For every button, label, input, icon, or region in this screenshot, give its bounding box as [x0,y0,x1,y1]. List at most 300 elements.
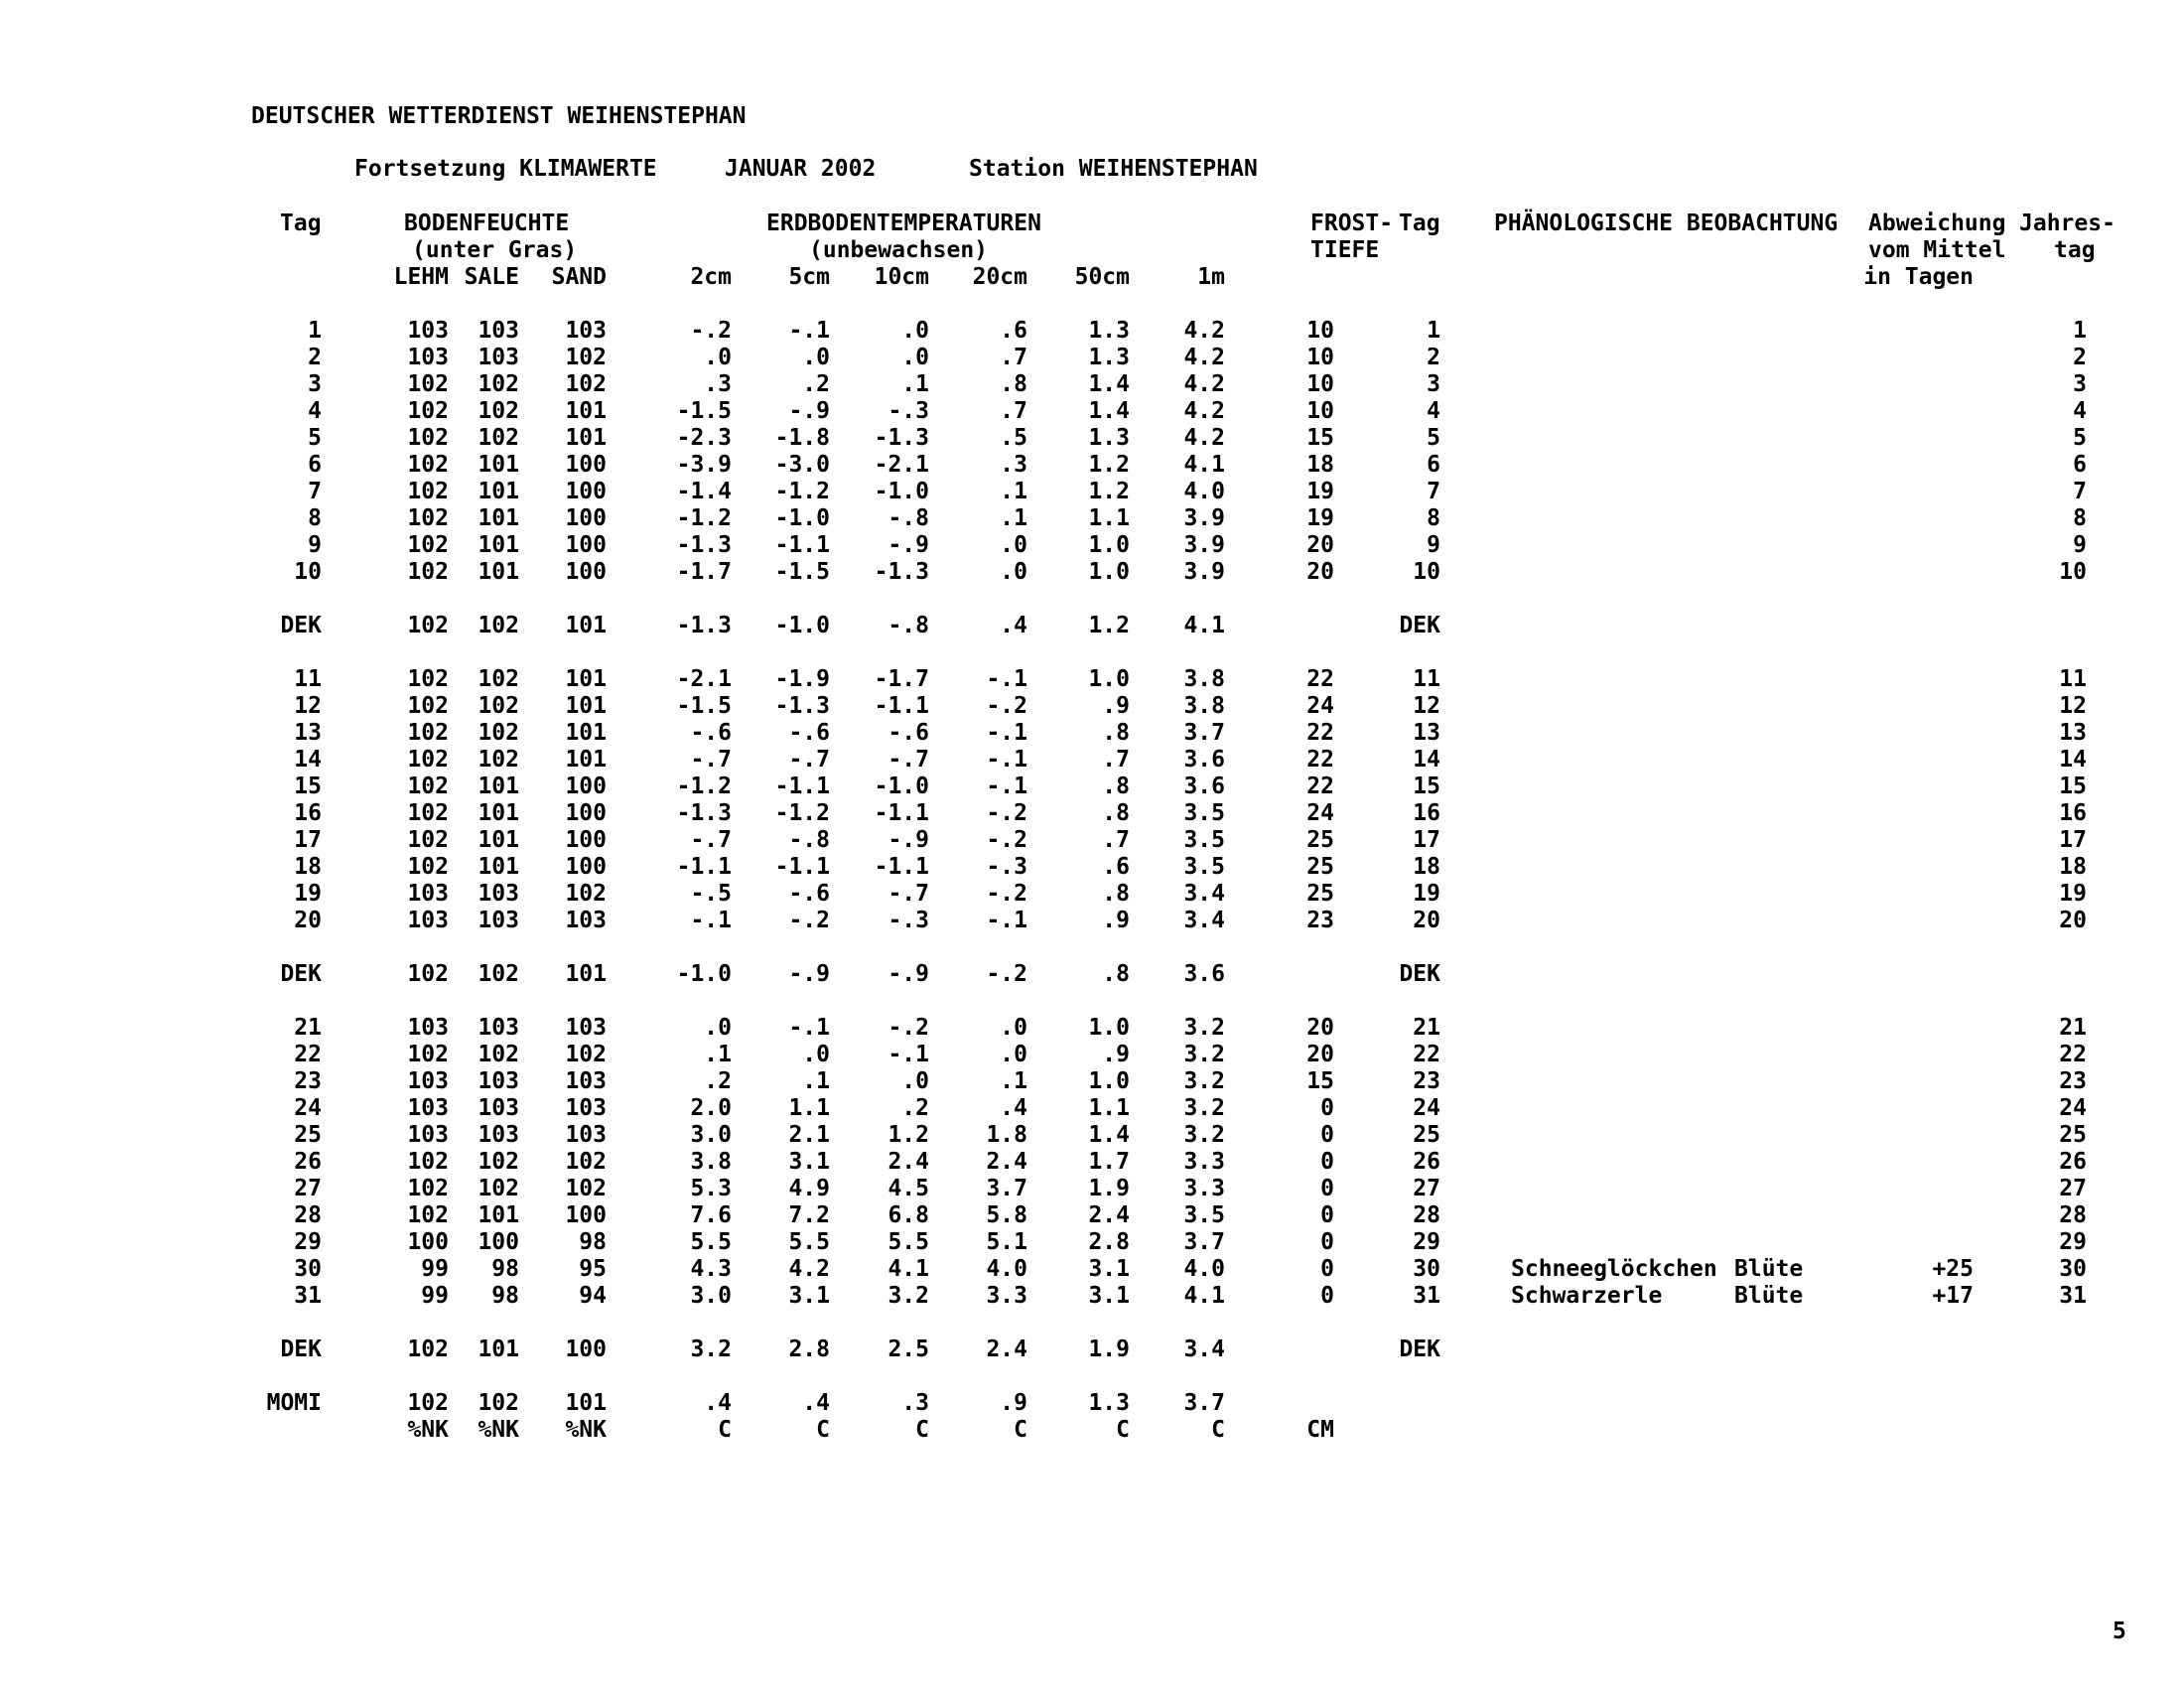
cell-sand: 100 [565,827,607,853]
cell-phaeno-phase [1734,345,1853,371]
cell-tag-2: DEK [1399,1336,1440,1362]
cell-phaeno-name [1440,827,1734,854]
cell-abweichung [1853,371,1974,398]
cell-phaeno-phase [1734,1176,1853,1202]
cell-phaeno-name [1440,1390,1734,1417]
cell-temp-20cm: .1 [1000,505,1027,531]
cell-lehm: 102 [407,827,449,853]
cell-phaeno-name [1440,666,1734,693]
cell-frost-tiefe: 24 [1306,693,1334,719]
cell-temp-50cm: 2.8 [1088,1229,1130,1255]
cell-abweichung [1853,666,1974,693]
cell-abweichung [1853,559,1974,586]
cell-phaeno-name [1440,425,1734,452]
cell-phaeno-name [1440,1202,1734,1229]
cell-sand: 101 [565,666,607,692]
cell-tag-2: 23 [1413,1068,1440,1094]
cell-temp-20cm: -.1 [986,666,1027,692]
cell-phaeno-phase [1734,1122,1853,1149]
cell-frost-tiefe: 0 [1320,1283,1334,1309]
cell-temp-50cm: 1.2 [1088,452,1130,478]
cell-phaeno-name [1440,1336,1734,1363]
table-row [248,345,2087,371]
cell-temp-2cm: -1.4 [676,479,732,504]
spacer-row [248,639,2087,666]
cell-temp-50cm: .9 [1102,908,1130,933]
cell-sale: 102 [478,1042,519,1067]
cell-temp-10cm: 4.1 [887,1256,929,1282]
cell-sand: 103 [565,1068,607,1094]
cell-temp-2cm: .0 [704,1015,732,1041]
cell-tag-2: 19 [1413,881,1440,907]
cell-frost-tiefe: 0 [1320,1149,1334,1175]
cell-temp-2cm: .4 [704,1390,732,1416]
col-header-empty [248,264,322,291]
cell-temp-1m: 3.8 [1183,693,1225,719]
cell-temp-1m: 4.0 [1183,479,1225,504]
cell-phaeno-phase: Blüte [1734,1283,1804,1309]
spacer-row [248,1310,2087,1336]
cell-jahrestag [1974,961,2087,988]
cell-jahrestag: 30 [2059,1256,2087,1282]
cell-temp-10cm: 2.5 [887,1336,929,1362]
subtitle-fortsetzung: Fortsetzung KLIMAWERTE [354,156,657,182]
cell-day: 27 [294,1176,322,1201]
cell-temp-50cm: .9 [1102,1042,1130,1067]
cell-temp-10cm: -1.0 [874,774,929,799]
cell-temp-20cm: .1 [1000,1068,1027,1094]
cell-temp-1m: 4.1 [1183,1283,1225,1309]
cell-jahrestag: 23 [2059,1068,2087,1094]
table-row [248,1042,2087,1068]
cell-tag-2: 18 [1413,854,1440,880]
cell-sale: 102 [478,613,519,638]
cell-frost-tiefe: 19 [1306,505,1334,531]
cell-abweichung [1853,1095,1974,1122]
cell-phaeno-name [1440,345,1734,371]
spacer-row [248,291,2087,318]
cell-day: 5 [308,425,322,451]
cell-lehm: 103 [407,881,449,907]
cell-temp-20cm: .0 [1000,559,1027,585]
cell-temp-2cm: 5.3 [690,1176,732,1201]
cell-temp-2cm: -2.1 [676,666,732,692]
cell-lehm: %NK [407,1417,449,1443]
cell-temp-20cm: .0 [1000,532,1027,558]
cell-temp-5cm: 1.1 [788,1095,830,1121]
cell-frost-tiefe: 0 [1320,1095,1334,1121]
cell-abweichung [1853,693,1974,720]
cell-temp-2cm: .3 [704,371,732,397]
cell-day: 13 [294,720,322,746]
cell-temp-5cm: .0 [802,345,830,370]
cell-frost-tiefe: 20 [1306,1015,1334,1041]
cell-temp-2cm: -1.5 [676,398,732,424]
cell-day: 25 [294,1122,322,1148]
cell-sale: 102 [478,1176,519,1201]
cell-day: 18 [294,854,322,880]
column-header-row [248,264,2087,291]
cell-lehm: 102 [407,479,449,504]
cell-tag-2: 24 [1413,1095,1440,1121]
cell-temp-50cm: 1.2 [1088,613,1130,638]
cell-frost-tiefe: 23 [1306,908,1334,933]
cell-temp-2cm: .2 [704,1068,732,1094]
cell-lehm: 99 [421,1283,449,1309]
cell-temp-1m: 3.2 [1183,1015,1225,1041]
cell-frost-tiefe: 0 [1320,1229,1334,1255]
cell-jahrestag: 25 [2059,1122,2087,1148]
cell-temp-10cm: -1.1 [874,800,929,826]
cell-lehm: 103 [407,1122,449,1148]
cell-abweichung: +25 [1932,1256,1974,1282]
cell-phaeno-name [1440,1176,1734,1202]
cell-sale: 101 [478,559,519,585]
cell-lehm: 102 [407,398,449,424]
cell-sand: 98 [579,1229,607,1255]
cell-frost-tiefe: 24 [1306,800,1334,826]
cell-temp-5cm: 7.2 [788,1202,830,1228]
cell-temp-2cm: -1.7 [676,559,732,585]
cell-temp-20cm: -.3 [986,854,1027,880]
table-row [248,1015,2087,1042]
cell-jahrestag [1974,1390,2087,1417]
cell-temp-20cm: .0 [1000,1015,1027,1041]
cell-temp-5cm: -1.1 [774,854,830,880]
table-row [248,1283,2087,1310]
cell-sale: 103 [478,345,519,370]
cell-sale: 103 [478,1068,519,1094]
cell-temp-5cm: -.8 [788,827,830,853]
cell-temp-10cm: -2.1 [874,452,929,478]
cell-temp-10cm: -.8 [887,505,929,531]
table-row [248,1390,2087,1417]
col-header-20cm: 20cm [972,264,1027,290]
col-header-50cm: 50cm [1074,264,1130,290]
cell-temp-20cm: -.1 [986,774,1027,799]
table-row [248,908,2087,934]
cell-tag-2: 2 [1427,345,1440,370]
cell-tag-2: 25 [1413,1122,1440,1148]
col-header-5cm: 5cm [788,264,830,290]
cell-phaeno-phase [1734,1042,1853,1068]
cell-phaeno-phase [1734,908,1853,934]
cell-temp-5cm: -.9 [788,398,830,424]
table-row [248,559,2087,586]
cell-lehm: 102 [407,800,449,826]
cell-frost-tiefe [1225,961,1334,988]
cell-day: 22 [294,1042,322,1067]
cell-abweichung [1853,827,1974,854]
cell-sale: 102 [478,398,519,424]
cell-phaeno-name [1440,559,1734,586]
cell-jahrestag: 6 [2073,452,2087,478]
cell-temp-20cm: 3.7 [986,1176,1027,1201]
cell-temp-50cm: 1.7 [1088,1149,1130,1175]
cell-frost-tiefe: 0 [1320,1256,1334,1282]
cell-temp-2cm: 3.0 [690,1283,732,1309]
table-row [248,693,2087,720]
header-abweichung: Abweichung [1868,211,2006,236]
cell-sale: 98 [491,1283,519,1309]
cell-temp-1m: 3.7 [1183,720,1225,746]
cell-sand: 95 [579,1256,607,1282]
cell-lehm: 103 [407,1015,449,1041]
cell-temp-1m: 3.9 [1183,559,1225,585]
cell-temp-10cm: 1.2 [887,1122,929,1148]
cell-phaeno-phase [1734,318,1853,345]
cell-jahrestag: 19 [2059,881,2087,907]
cell-temp-10cm: -.3 [887,908,929,933]
cell-temp-1m: 3.4 [1183,908,1225,933]
cell-lehm: 102 [407,425,449,451]
cell-temp-5cm: 4.2 [788,1256,830,1282]
cell-phaeno-phase [1734,1229,1853,1256]
report-title: DEUTSCHER WETTERDIENST WEIHENSTEPHAN [251,103,747,129]
cell-day: 26 [294,1149,322,1175]
cell-temp-50cm: 1.4 [1088,371,1130,397]
cell-temp-10cm: .0 [901,1068,929,1094]
table-row [248,854,2087,881]
cell-sale: 101 [478,854,519,880]
cell-temp-5cm: -1.9 [774,666,830,692]
cell-frost-tiefe: 0 [1320,1176,1334,1201]
col-header-phase-spacer [1734,264,1853,291]
cell-phaeno-name: Schwarzerle [1511,1283,1663,1309]
cell-temp-10cm: .2 [901,1095,929,1121]
cell-tag-2: 10 [1413,559,1440,585]
cell-temp-50cm: 1.3 [1088,318,1130,344]
cell-phaeno-name [1440,505,1734,532]
cell-phaeno-name [1440,452,1734,479]
cell-tag-2: 31 [1413,1283,1440,1309]
cell-frost-tiefe [1225,1390,1334,1417]
cell-temp-10cm: -.9 [887,961,929,987]
cell-temp-10cm: -1.1 [874,854,929,880]
cell-sale: 101 [478,505,519,531]
cell-temp-5cm: -1.3 [774,693,830,719]
cell-phaeno-name [1440,1417,1734,1444]
table-row [248,666,2087,693]
cell-temp-5cm: -.9 [788,961,830,987]
cell-day: 2 [308,345,322,370]
cell-temp-50cm: 1.3 [1088,1390,1130,1416]
cell-phaeno-name [1440,613,1734,639]
cell-frost-tiefe: 20 [1306,559,1334,585]
cell-temp-1m: 3.5 [1183,1202,1225,1228]
cell-tag-2: 30 [1413,1256,1440,1282]
cell-abweichung [1853,854,1974,881]
cell-temp-2cm: -1.3 [676,532,732,558]
cell-temp-50cm: .7 [1102,827,1130,853]
cell-temp-5cm: -3.0 [774,452,830,478]
cell-phaeno-phase [1734,398,1853,425]
table-row [248,398,2087,425]
cell-temp-2cm: .1 [704,1042,732,1067]
table-row [248,827,2087,854]
cell-phaeno-phase [1734,881,1853,908]
cell-day: DEK [280,613,322,638]
cell-temp-1m: 4.2 [1183,318,1225,344]
cell-jahrestag [1974,613,2087,639]
table-row [248,452,2087,479]
cell-frost-tiefe: 0 [1320,1122,1334,1148]
cell-jahrestag: 16 [2059,800,2087,826]
table-row [248,1176,2087,1202]
cell-sand: 103 [565,1122,607,1148]
cell-sand: 100 [565,774,607,799]
cell-lehm: 102 [407,1042,449,1067]
cell-frost-tiefe [1225,1336,1334,1363]
cell-temp-5cm: -1.1 [774,774,830,799]
cell-temp-5cm: .2 [802,371,830,397]
cell-phaeno-name [1440,371,1734,398]
cell-temp-10cm: -.3 [887,398,929,424]
cell-tag-2 [1334,1417,1440,1444]
cell-temp-20cm: -.1 [986,747,1027,773]
cell-day: 8 [308,505,322,531]
cell-temp-1m: 4.2 [1183,425,1225,451]
cell-sand: 100 [565,559,607,585]
cell-jahrestag: 31 [2059,1283,2087,1309]
cell-phaeno-phase [1734,1202,1853,1229]
cell-frost-tiefe: 25 [1306,881,1334,907]
spacer-row [248,586,2087,613]
col-header-1m: 1m [1197,264,1225,290]
cell-sale: 101 [478,1336,519,1362]
cell-temp-2cm: -.7 [690,827,732,853]
cell-temp-2cm: 7.6 [690,1202,732,1228]
cell-temp-2cm: .0 [704,345,732,370]
cell-temp-20cm: 5.1 [986,1229,1027,1255]
cell-temp-10cm: .0 [901,345,929,370]
cell-abweichung [1853,452,1974,479]
cell-jahrestag: 26 [2059,1149,2087,1175]
cell-sale: %NK [478,1417,519,1443]
cell-lehm: 102 [407,1176,449,1201]
cell-sand: 101 [565,1390,607,1416]
cell-abweichung [1853,1042,1974,1068]
cell-frost-tiefe: 15 [1306,425,1334,451]
cell-temp-50cm: .7 [1102,747,1130,773]
cell-temp-50cm: 1.1 [1088,505,1130,531]
header-jahres-tag: tag [2054,237,2096,263]
cell-jahrestag: 3 [2073,371,2087,397]
cell-temp-1m: 3.2 [1183,1122,1225,1148]
cell-sale: 102 [478,720,519,746]
cell-day: 23 [294,1068,322,1094]
cell-temp-50cm: .8 [1102,881,1130,907]
cell-tag-2: 21 [1413,1015,1440,1041]
cell-temp-5cm: -.6 [788,720,830,746]
cell-sand: 101 [565,747,607,773]
cell-temp-2cm: -.6 [690,720,732,746]
cell-temp-20cm: 5.8 [986,1202,1027,1228]
cell-temp-50cm: 3.1 [1088,1256,1130,1282]
cell-sand: 103 [565,318,607,344]
header-tag: Tag [280,211,322,236]
cell-temp-5cm: 2.1 [788,1122,830,1148]
cell-sale: 103 [478,1015,519,1041]
cell-temp-2cm: 4.3 [690,1256,732,1282]
table-row [248,425,2087,452]
cell-temp-20cm: .1 [1000,479,1027,504]
cell-temp-50cm: .6 [1102,854,1130,880]
cell-temp-20cm: 1.8 [986,1122,1027,1148]
cell-day: 21 [294,1015,322,1041]
cell-phaeno-phase [1734,1417,1853,1444]
cell-lehm: 102 [407,505,449,531]
cell-tag-2: 3 [1427,371,1440,397]
table-row [248,1256,2087,1283]
cell-temp-5cm: .1 [802,1068,830,1094]
cell-temp-2cm: -.2 [690,318,732,344]
cell-lehm: 102 [407,1202,449,1228]
cell-tag-2: 29 [1413,1229,1440,1255]
cell-temp-1m: 3.4 [1183,881,1225,907]
cell-sale: 103 [478,1095,519,1121]
cell-jahrestag: 21 [2059,1015,2087,1041]
cell-temp-1m: 4.0 [1183,1256,1225,1282]
cell-day: MOMI [266,1390,322,1416]
table-row [248,800,2087,827]
cell-jahrestag [1974,1417,2087,1444]
cell-abweichung [1853,747,1974,774]
cell-day: 7 [308,479,322,504]
table-row [248,371,2087,398]
cell-lehm: 102 [407,1390,449,1416]
cell-day: 3 [308,371,322,397]
cell-temp-50cm: 1.4 [1088,398,1130,424]
cell-phaeno-name [1440,961,1734,988]
cell-temp-20cm: .4 [1000,613,1027,638]
cell-temp-10cm: -.8 [887,613,929,638]
cell-temp-1m: 3.5 [1183,800,1225,826]
cell-sale: 101 [478,479,519,504]
cell-day: 6 [308,452,322,478]
cell-temp-50cm: .8 [1102,800,1130,826]
cell-tag-2: 8 [1427,505,1440,531]
cell-phaeno-phase [1734,854,1853,881]
cell-temp-10cm: -1.3 [874,559,929,585]
cell-phaeno-phase [1734,559,1853,586]
cell-sale: 101 [478,532,519,558]
cell-temp-50cm: 1.0 [1088,532,1130,558]
cell-abweichung [1853,961,1974,988]
cell-tag-2: 13 [1413,720,1440,746]
cell-sale: 102 [478,747,519,773]
cell-jahrestag [1974,1336,2087,1363]
cell-jahrestag: 5 [2073,425,2087,451]
cell-phaeno-name [1440,693,1734,720]
cell-temp-1m: 3.7 [1183,1229,1225,1255]
cell-sale: 102 [478,425,519,451]
cell-day: 4 [308,398,322,424]
cell-temp-5cm: .4 [802,1390,830,1416]
cell-abweichung [1853,1015,1974,1042]
cell-day: 11 [294,666,322,692]
cell-temp-1m: 3.3 [1183,1149,1225,1175]
cell-tag-2: 26 [1413,1149,1440,1175]
cell-tag-2: 12 [1413,693,1440,719]
cell-phaeno-phase [1734,720,1853,747]
cell-temp-1m: 4.2 [1183,345,1225,370]
cell-phaeno-phase [1734,532,1853,559]
cell-lehm: 102 [407,532,449,558]
cell-temp-50cm: 1.9 [1088,1336,1130,1362]
cell-temp-5cm: -.2 [788,908,830,933]
cell-sand: 100 [565,1202,607,1228]
